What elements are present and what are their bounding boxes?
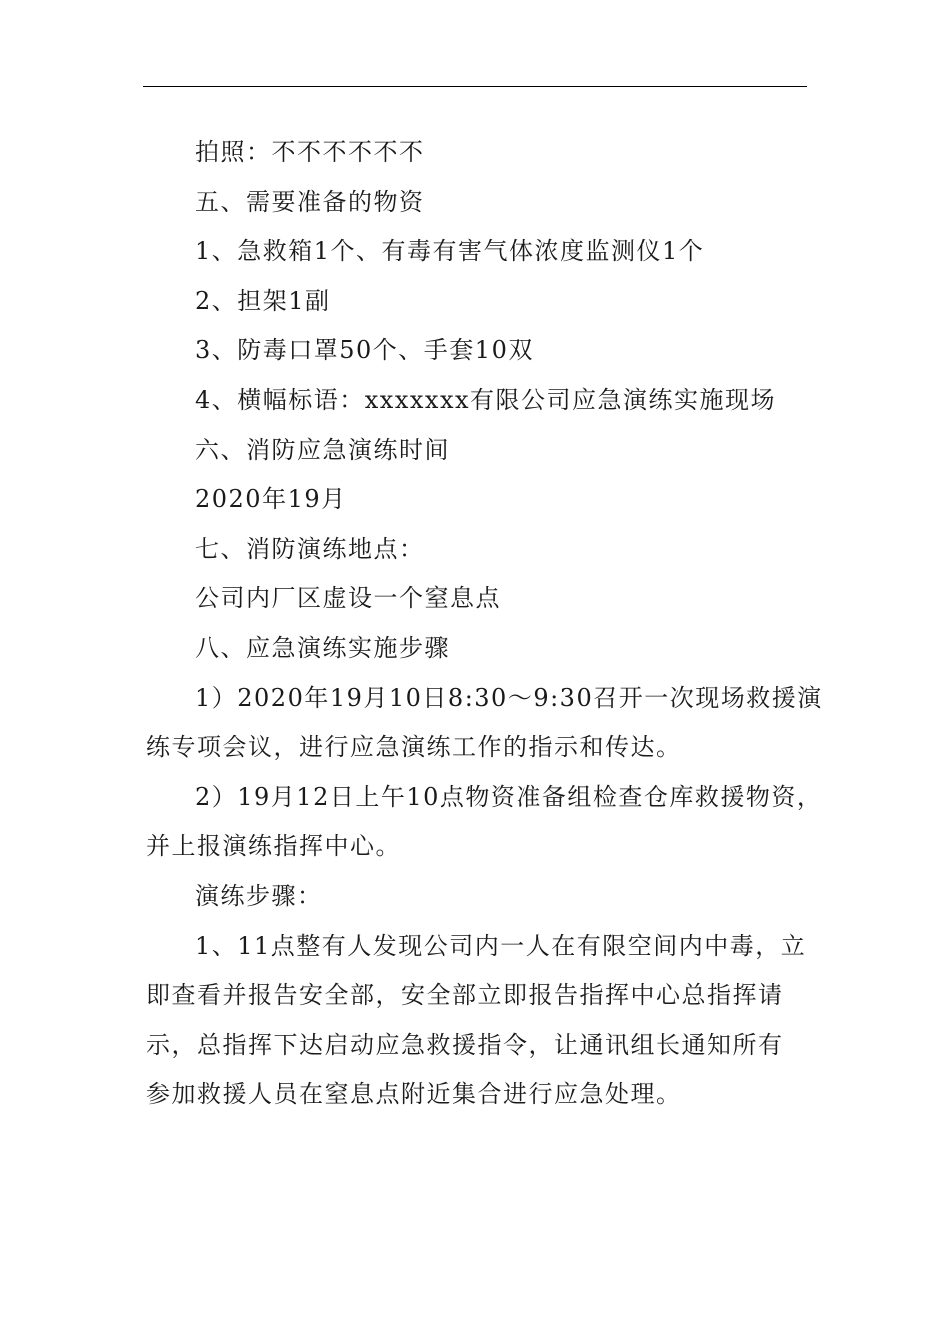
material-item-2: 2、担架1副 xyxy=(195,286,331,315)
step-paragraph-2-line-1: 2）19月12日上午10点物资准备组检查仓库救援物资， xyxy=(195,782,823,811)
drill-step-1-line-1: 1、11点整有人发现公司内一人在有限空间内中毒，立 xyxy=(195,931,807,960)
material-item-3: 3、防毒口罩50个、手套10双 xyxy=(195,336,534,365)
drill-step-1-line-4: 参加救援人员在窒息点附近集合进行应急处理。 xyxy=(146,1080,682,1109)
drill-step-1-line-2: 即查看并报告安全部，安全部立即报告指挥中心总指挥请 xyxy=(146,981,784,1010)
drill-time: 2020年19月 xyxy=(195,485,347,514)
header-rule xyxy=(143,86,807,87)
material-item-4: 4、横幅标语：xxxxxxx有限公司应急演练实施现场 xyxy=(195,385,777,414)
step-paragraph-2-line-2: 并上报演练指挥中心。 xyxy=(146,832,401,861)
section-seven-heading: 七、消防演练地点： xyxy=(195,534,425,563)
section-five-heading: 五、需要准备的物资 xyxy=(195,187,425,216)
step-paragraph-1-line-1: 1）2020年19月10日8:30～9:30召开一次现场救援演 xyxy=(195,683,823,712)
section-six-heading: 六、消防应急演练时间 xyxy=(195,435,450,464)
drill-steps-heading: 演练步骤： xyxy=(195,881,323,910)
step-paragraph-1-line-2: 练专项会议，进行应急演练工作的指示和传达。 xyxy=(146,733,682,762)
material-item-1: 1、急救箱1个、有毒有害气体浓度监测仪1个 xyxy=(195,237,705,266)
section-eight-heading: 八、应急演练实施步骤 xyxy=(195,633,450,662)
drill-step-1-line-3: 示，总指挥下达启动应急救援指令，让通讯组长通知所有 xyxy=(146,1030,784,1059)
photo-line: 拍照：不不不不不不 xyxy=(195,138,425,166)
document-body xyxy=(146,128,823,1120)
drill-location: 公司内厂区虚设一个窒息点 xyxy=(195,584,501,613)
